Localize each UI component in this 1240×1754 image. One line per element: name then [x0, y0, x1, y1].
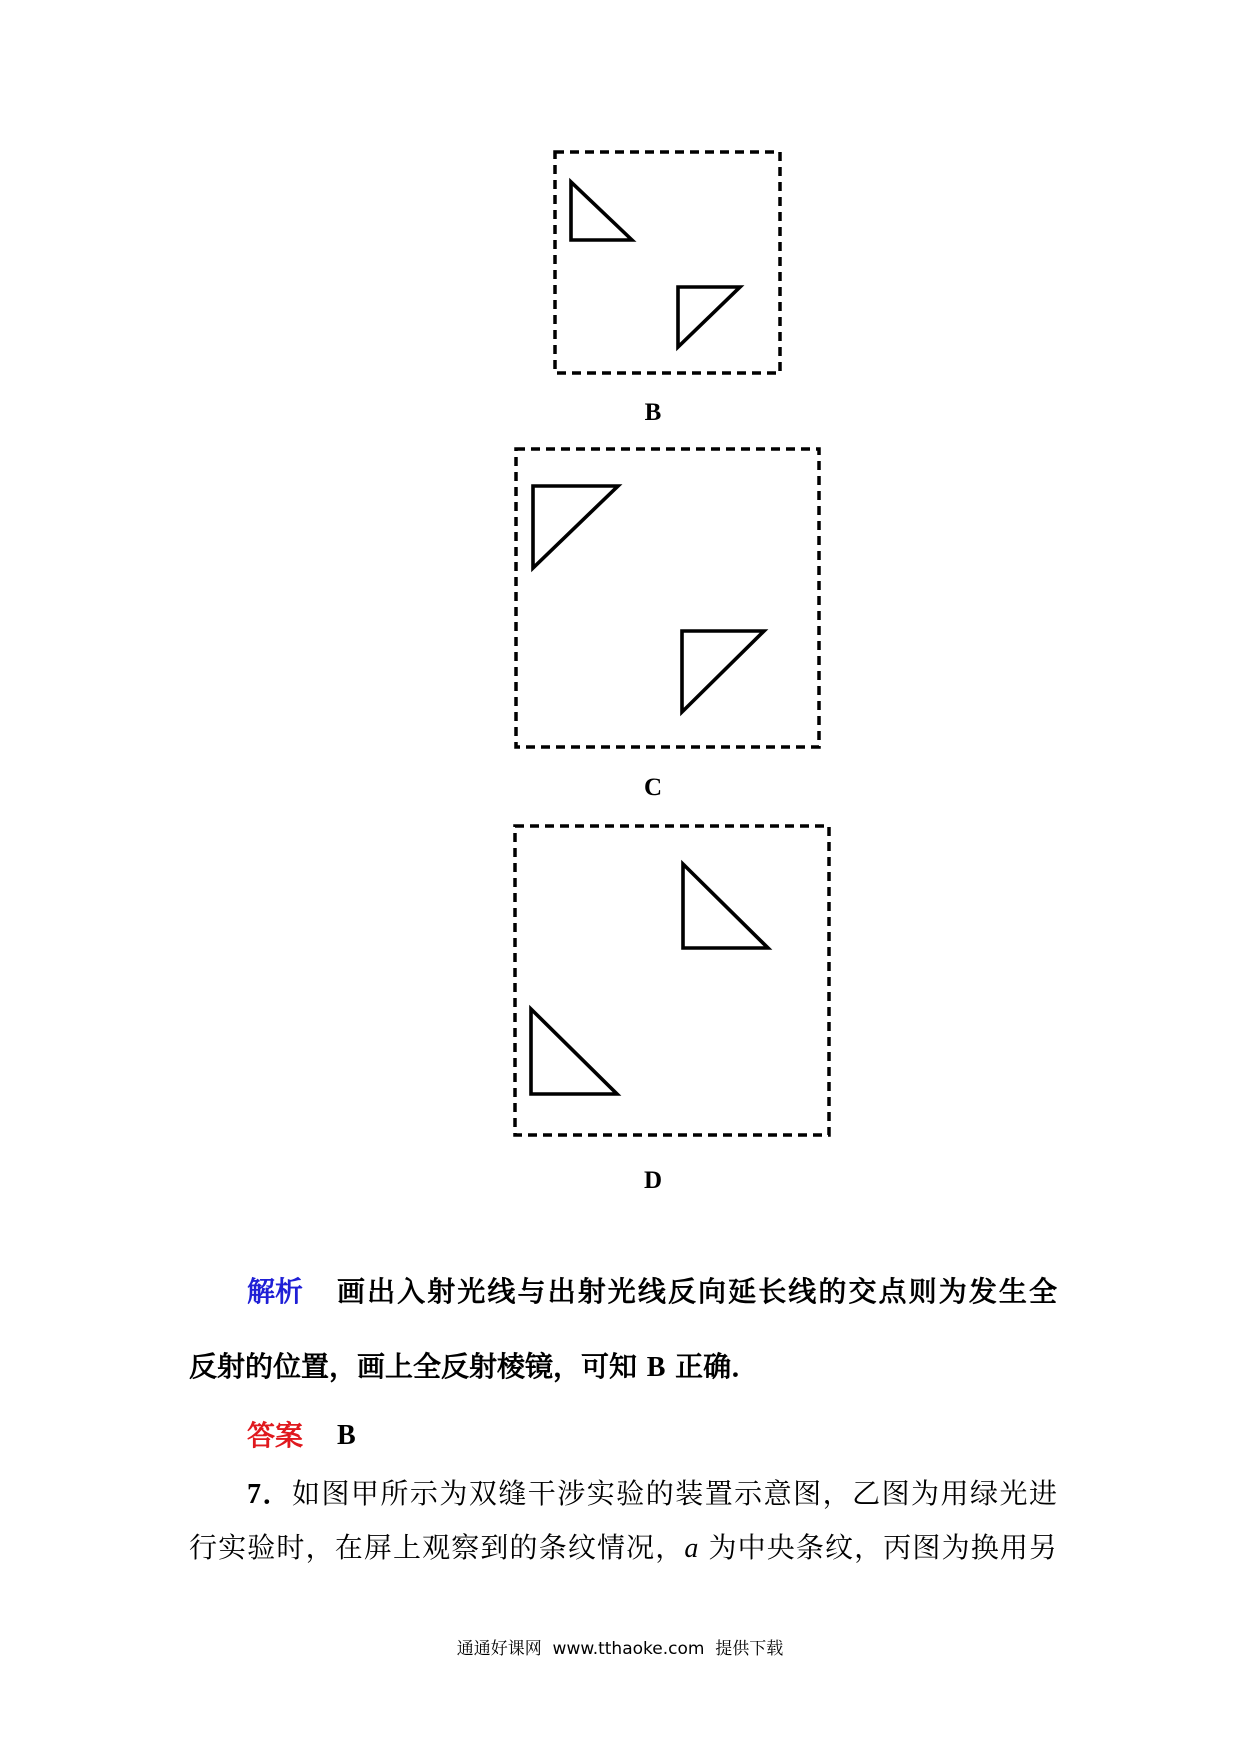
- figure-b-prism-2: [678, 287, 740, 347]
- analysis-line-2-end: 正确．: [665, 1350, 760, 1383]
- question-7-variable-a: a: [684, 1533, 699, 1564]
- figure-d-frame: [515, 826, 829, 1135]
- figure-d-prism-1: [683, 864, 768, 948]
- figure-b-frame: [555, 152, 780, 373]
- analysis-line-2: [189, 1350, 1057, 1384]
- figure-d-label: D: [643, 1167, 663, 1194]
- figure-c-frame: [516, 449, 819, 747]
- answer-label: 答案: [247, 1419, 304, 1452]
- analysis-line-2-text: 反射的位置，画上全反射棱镜，可知: [189, 1350, 647, 1383]
- question-7-line-1-text: 如图甲所示为双缝干涉实验的装置示意图，乙图为用绿光进: [291, 1477, 1057, 1510]
- figure-c-label: C: [643, 774, 663, 801]
- figure-c-prism-1: [533, 486, 618, 568]
- question-7-line-1: [247, 1477, 1057, 1511]
- figure-d: [515, 826, 829, 1135]
- figure-b: [555, 152, 780, 373]
- figure-c: [516, 449, 819, 747]
- answer-value: B: [337, 1420, 356, 1451]
- question-7-line-2-text: 行实验时，在屏上观察到的条纹情况，: [189, 1531, 685, 1564]
- analysis-label: 解析: [247, 1275, 304, 1308]
- question-7-number: 7．: [247, 1479, 292, 1510]
- analysis-line-1: 画出入射光线与出射光线反向延长线的交点则为发生全: [337, 1275, 1057, 1308]
- figure-b-prism-1: [571, 182, 632, 240]
- question-7-line-2-end: 为中央条纹，丙图为换用另: [698, 1531, 1057, 1564]
- figure-d-prism-2: [531, 1009, 617, 1094]
- analysis-option: B: [646, 1352, 666, 1383]
- figure-c-prism-2: [682, 631, 764, 712]
- page-footer: 通通好课网 www.tthaoke.com 提供下载: [456, 1639, 784, 1659]
- question-7-line-2: [189, 1531, 1057, 1565]
- figure-b-label: B: [644, 399, 662, 426]
